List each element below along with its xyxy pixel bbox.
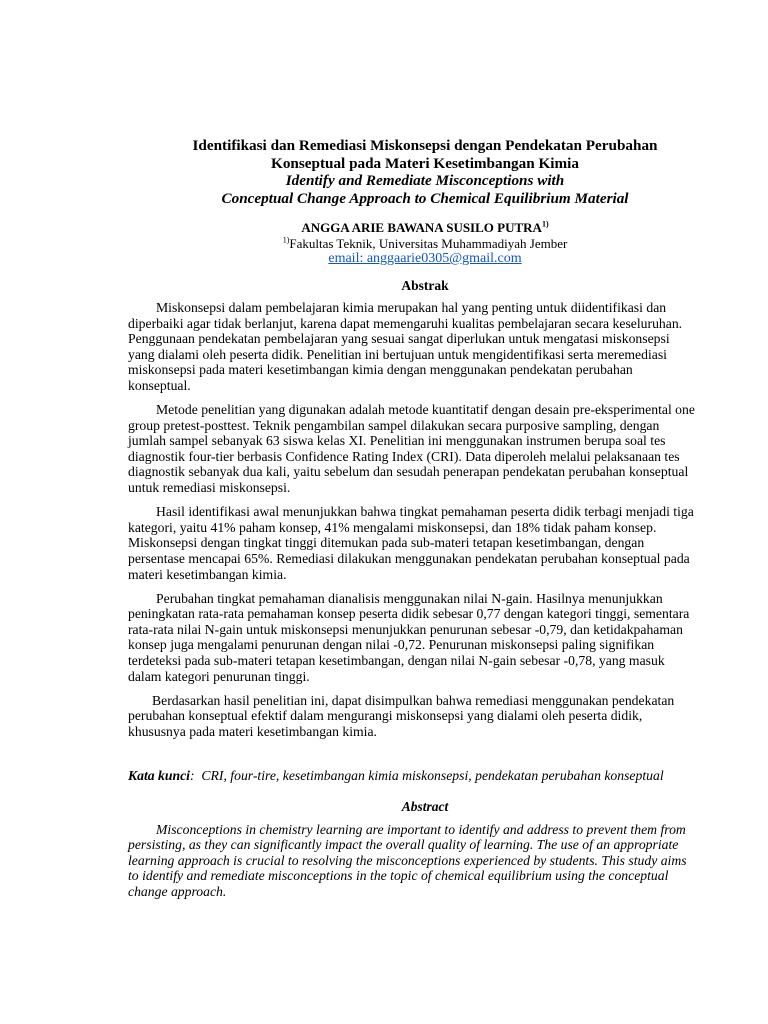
abstract-body (128, 822, 694, 899)
abstrak-paragraph-5: Berdasarkan hasil penelitian ini, dapat disimpulkan bahwa remediasi menggunakan pendekatan perubahan konseptual efektif dalam mengurangi miskonsepsi yang dialami oleh peserta didik, khususnya pada materi kesetimbangan kimia. (128, 692, 675, 739)
abstrak-body (128, 300, 696, 748)
title-english-line-2: Conceptual Change Approach to Chemical Equilibrium Material (221, 189, 629, 207)
abstract-heading: Abstract (401, 799, 449, 814)
title-indonesian-line-2: Konseptual pada Materi Kesetimbangan Kimia (271, 154, 579, 172)
abstrak-heading: Abstrak (401, 278, 449, 293)
title-english-line-1: Identify and Remediate Misconceptions with (285, 172, 565, 189)
affiliation-line (128, 236, 722, 251)
keywords-separator: : (190, 768, 195, 783)
keywords-label: Kata kunci (128, 768, 190, 783)
keywords-text: CRI, four-tire, kesetimbangan kimia miskonsepsi, pendekatan perubahan konseptual (201, 768, 664, 783)
abstract-paragraph-1: Misconceptions in chemistry learning are important to identify and address to prevent them from persisting, as they can significantly impact the overall quality of learning. The use of an appropriate learning approach is crucial to resolving the misconceptions experienced by students. This study aims to identify and remediate misconceptions in the topic of chemical equilibrium using the conceptual change approach. (128, 822, 687, 899)
author-name: ANGGA ARIE BAWANA SUSILO PUTRA (301, 220, 542, 235)
affiliation: Fakultas Teknik, Universitas Muhammadiyah Jember (289, 236, 568, 251)
author-block (128, 220, 722, 267)
author-name-superscript: 1) (541, 219, 549, 229)
abstrak-paragraph-2: Metode penelitian yang digunakan adalah metode kuantitatif dengan desain pre-eksperimental one group pretest-posttest. Teknik pengambilan sampel dilakukan secara purposive sampling, dengan jumlah sampel sebanyak 63 siswa kelas XI. Penelitian ini menggunakan instrumen berupa soal tes diagnostik four-tier berbasis Confidence Rating Index (CRI). Data diperoleh melalui pelaksanaan tes diagnostik sebanyak dua kali, yaitu sebelum dan sesudah penerapan pendekatan perubahan konseptual untuk remediasi miskonsepsi. (128, 402, 695, 496)
abstrak-paragraph-1: Miskonsepsi dalam pembelajaran kimia merupakan hal yang penting untuk diidentifikasi dan diperbaiki agar tidak berlanjut, karena dapat memengaruhi kualitas pembelajaran secara keseluruhan. Penggunaan pendekatan pembelajaran yang sesuai sangat diperlukan untuk mengatasi miskonsepsi yang dialami oleh peserta didik. Penelitian ini bertujuan untuk mengidentifikasi serta meremediasi miskonsepsi pada materi kesetimbangan kimia dengan menggunakan pendekatan perubahan konseptual. (128, 300, 683, 393)
email-link[interactable]: email: anggaarie0305@gmail.com (328, 251, 522, 266)
affiliation-superscript: 1) (282, 235, 290, 245)
title-block (128, 137, 722, 207)
author-name-line (128, 220, 722, 236)
title-indonesian-line-1: Identifikasi dan Remediasi Miskonsepsi dengan Pendekatan Perubahan (192, 137, 658, 154)
keywords-line (128, 768, 728, 784)
abstrak-paragraph-3: Hasil identifikasi awal menunjukkan bahwa tingkat pemahaman peserta didik terbagi menjadi tiga kategori, yaitu 41% paham konsep, 41% mengalami miskonsepsi, dan 18% tidak paham konsep. Miskonsepsi dengan tingkat tinggi ditemukan pada sub-materi tetapan kesetimbangan, dengan persentase mencapai 65%. Remediasi dilakukan menggunakan pendekatan perubahan konseptual pada materi kesetimbangan kimia. (128, 504, 694, 582)
abstrak-paragraph-4: Perubahan tingkat pemahaman dianalisis menggunakan nilai N-gain. Hasilnya menunjukkan peningkatan rata-rata pemahaman konsep peserta didik sebesar 0,77 dengan kategori tinggi, sementara rata-rata nilai N-gain untuk miskonsepsi menunjukkan penurunan sebesar -0,79, dan ketidakpahaman konsep juga mengalami penurunan dengan nilai -0,72. Penurunan miskonsepsi paling signifikan terdeteksi pada sub-materi tetapan kesetimbangan, dengan nilai N-gain sebesar -0,78, yang masuk dalam kategori penurunan tinggi. (128, 590, 690, 684)
